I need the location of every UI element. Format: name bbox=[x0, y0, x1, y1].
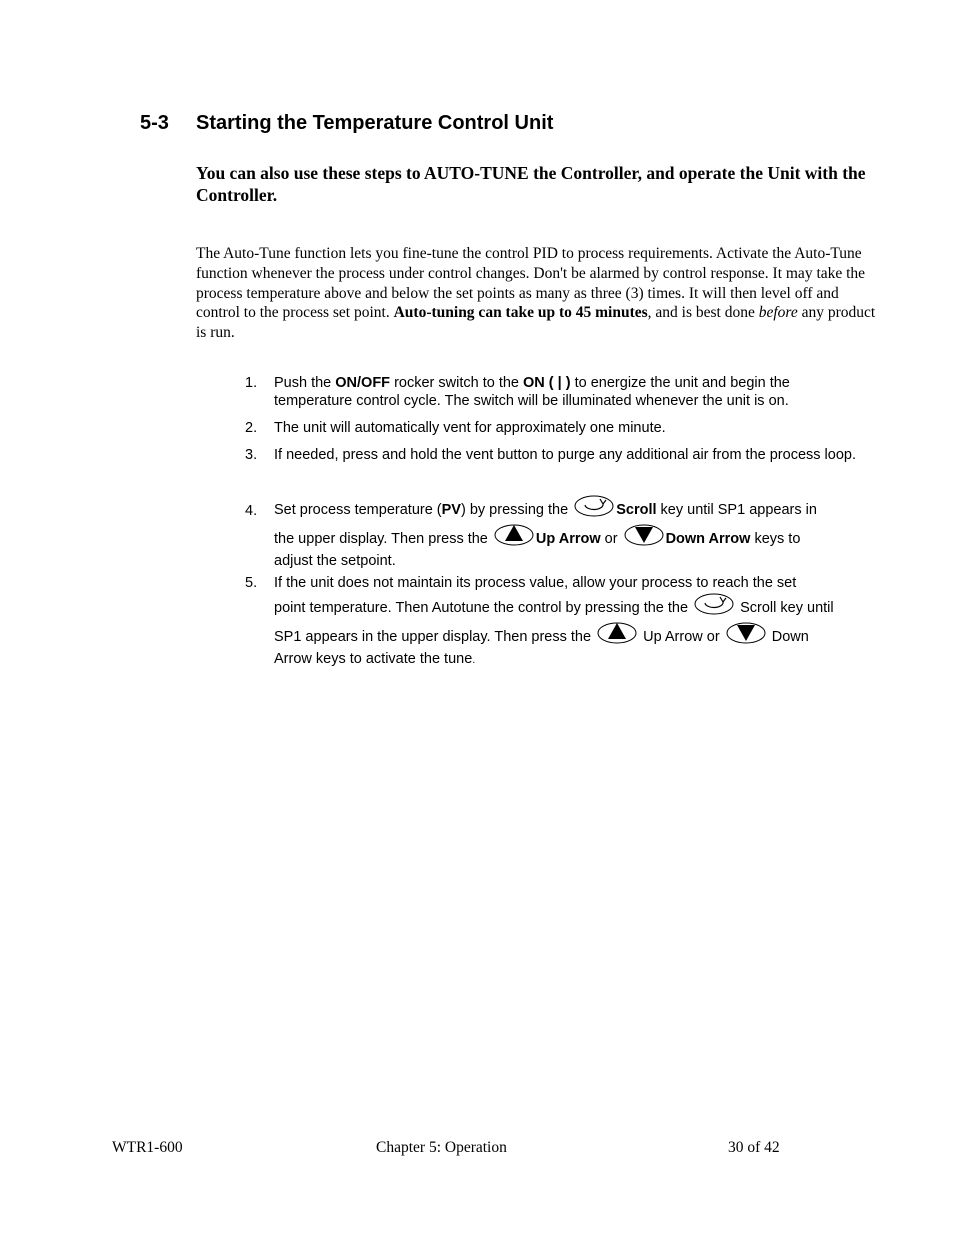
footer-chapter: Chapter 5: Operation bbox=[376, 1139, 507, 1156]
step-text: the upper display. Then press the bbox=[274, 531, 492, 547]
step-text: temperature control cycle. The switch will be illuminated whenever the unit is on. bbox=[274, 393, 789, 409]
up-arrow-key-icon bbox=[597, 621, 637, 645]
section-number: 5-3 bbox=[140, 112, 169, 134]
step-text: point temperature. Then Autotune the control by pressing the the bbox=[274, 600, 693, 616]
step-text: SP1 appears in the upper display. Then press the bbox=[274, 629, 596, 645]
para-text: any product is run. bbox=[196, 304, 876, 342]
footer-doc-id: WTR1-600 bbox=[112, 1139, 183, 1156]
scroll-key-icon bbox=[694, 592, 734, 616]
step-text: or bbox=[600, 531, 622, 547]
step-number: 2. bbox=[245, 420, 258, 436]
step-text: adjust the setpoint. bbox=[274, 553, 396, 569]
step-bold: PV bbox=[441, 502, 461, 518]
para-italic: before bbox=[758, 304, 798, 322]
down-arrow-key-icon bbox=[624, 523, 664, 547]
step-text: Down bbox=[767, 629, 809, 645]
footer-page-number: 30 of 42 bbox=[728, 1139, 780, 1156]
down-arrow-key-icon bbox=[726, 621, 766, 645]
list-item bbox=[245, 374, 875, 410]
step-text: Push the bbox=[274, 375, 336, 391]
step-bold: Down Arrow bbox=[665, 531, 751, 547]
step-text: key until SP1 appears in bbox=[656, 502, 817, 518]
list-item bbox=[245, 419, 875, 437]
para-bold: Auto-tuning can take up to 45 minutes bbox=[393, 304, 648, 322]
para-text: The Auto-Tune function lets you fine-tune the control PID to process requirements. Activate the Auto-Tune function whenever the process under control changes. Don't be alarmed by control response. It may take the process temperature above and below the set points as many as three (3) times. It will then level off and control to the process set point. bbox=[196, 245, 866, 322]
step-text: ) by pressing the bbox=[460, 502, 573, 518]
step-text: If the unit does not maintain its process value, allow your process to reach the set bbox=[274, 575, 797, 591]
section-title: Starting the Temperature Control Unit bbox=[196, 112, 554, 134]
step-bold: ON/OFF bbox=[335, 375, 391, 391]
autotune-paragraph bbox=[196, 244, 876, 343]
step-text: rocker switch to the bbox=[390, 375, 524, 391]
step-number: 3. bbox=[245, 447, 258, 463]
step-text: Scroll key until bbox=[736, 600, 834, 616]
up-arrow-key-icon bbox=[494, 523, 534, 547]
step-text: Up Arrow or bbox=[639, 629, 724, 645]
list-item bbox=[245, 494, 875, 570]
step-text: keys to bbox=[750, 531, 801, 547]
step-bold: Up Arrow bbox=[535, 531, 601, 547]
step-text: Arrow keys to activate the tune bbox=[274, 651, 473, 667]
step-text: . bbox=[472, 654, 476, 666]
step-number: 4. bbox=[245, 503, 258, 519]
step-number: 5. bbox=[245, 575, 258, 591]
step-text: The unit will automatically vent for approximately one minute. bbox=[274, 420, 666, 436]
list-item bbox=[245, 574, 875, 669]
para-text: , and is best done bbox=[647, 304, 759, 322]
step-bold: Scroll bbox=[616, 502, 657, 518]
step-text: Set process temperature ( bbox=[274, 502, 442, 518]
intro-statement: You can also use these steps to AUTO-TUNE the Controller, and operate the Unit with the Controller. bbox=[196, 163, 866, 205]
step-text: If needed, press and hold the vent button to purge any additional air from the process loop. bbox=[274, 447, 856, 463]
list-item bbox=[245, 446, 875, 464]
step-text: to energize the unit and begin the bbox=[570, 375, 790, 391]
step-bold: ON ( | ) bbox=[523, 375, 571, 391]
step-number: 1. bbox=[245, 375, 258, 391]
section-heading bbox=[140, 112, 553, 135]
scroll-key-icon bbox=[574, 494, 614, 518]
